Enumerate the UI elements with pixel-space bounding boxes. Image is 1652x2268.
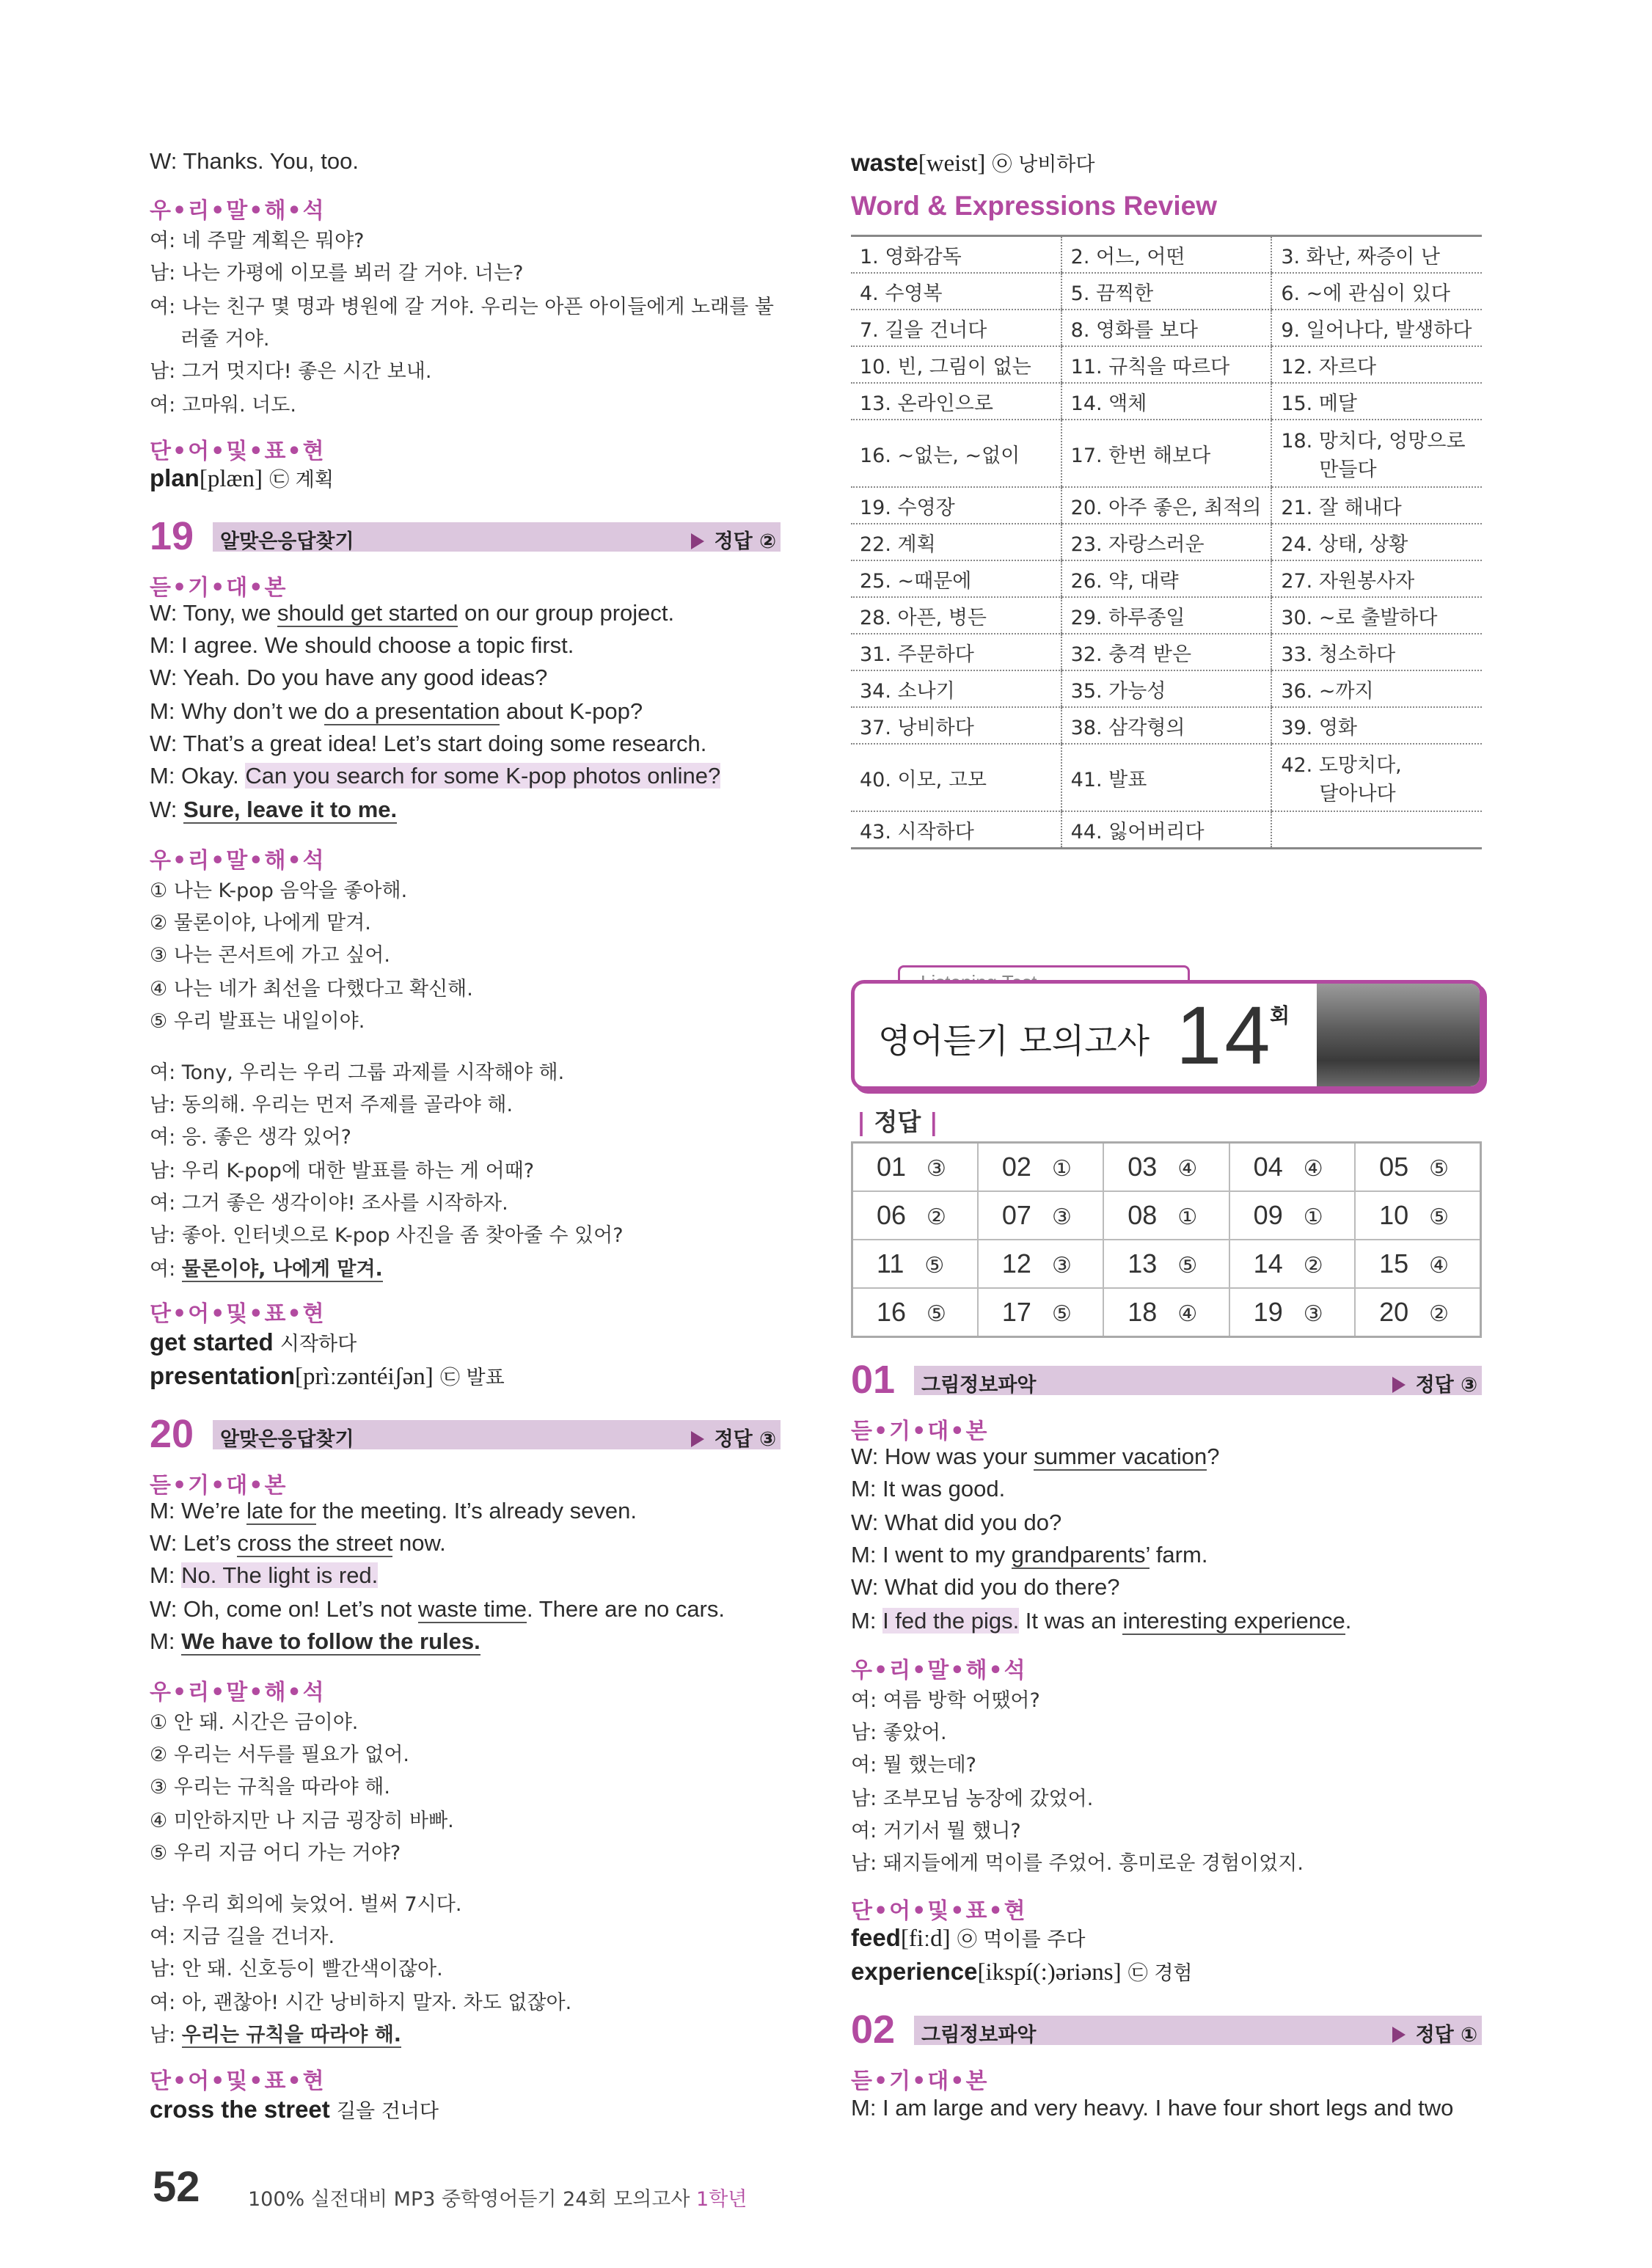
answer-key-table: [851, 1141, 1482, 1338]
table-cell: 43. 시작하다: [851, 811, 1061, 849]
question-type: 알맞은응답찾기: [220, 530, 354, 553]
play-triangle-icon: [691, 533, 704, 549]
table-cell: 30. ~로 출발하다: [1271, 597, 1482, 634]
play-triangle-icon: [691, 1431, 704, 1447]
dialogue-line: M: I fed the pigs. It was an interesting experience.: [851, 1608, 1352, 1634]
table-cell: 22. 계획: [851, 524, 1061, 560]
translation-line: 여: 여름 방학 어땠어?: [851, 1689, 1040, 1712]
table-cell: 14. 액체: [1061, 383, 1272, 420]
translation-line: 남: 우리 회의에 늦었어. 벌써 7시다.: [150, 1893, 462, 1916]
table-cell: 6. ~에 관심이 있다: [1271, 273, 1482, 310]
dialogue-line: W: How was your summer vacation?: [851, 1444, 1220, 1469]
vocab-word: plan: [150, 464, 200, 491]
translation-line: 여: 그거 좋은 생각이야! 조사를 시작하자.: [150, 1192, 508, 1215]
dialogue-line: W: Thanks. You, too.: [150, 148, 359, 174]
table-cell: 4. 수영복: [851, 273, 1061, 310]
question-number: 19: [150, 514, 194, 558]
vocab-entry: [851, 1957, 1192, 1986]
dialogue-line: W: Sure, leave it to me.: [150, 797, 398, 822]
question-01-header: [851, 1358, 1482, 1402]
translation-line: 여: 아, 괜찮아! 시간 낭비하지 말자. 차도 없잖아.: [150, 1991, 572, 2014]
table-cell: 17. 한번 해보다: [1061, 420, 1272, 487]
table-cell: 32. 충격 받은: [1061, 634, 1272, 670]
table-cell: 38. 삼각형의: [1061, 707, 1272, 744]
question-type: 알맞은응답찾기: [220, 1428, 354, 1451]
vocab-meaning: ㉢ 계획: [269, 469, 334, 491]
question-number: 02: [851, 2008, 896, 2052]
table-row: [851, 524, 1482, 560]
table-cell: 21. 잘 해내다: [1271, 487, 1482, 524]
option-line: ② 우리는 서두를 필요가 없어.: [150, 1744, 410, 1766]
dialogue-line: W: What did you do there?: [851, 1574, 1120, 1600]
translation-line: 남: 돼지들에게 먹이를 주었어. 흥미로운 경험이었지.: [851, 1852, 1304, 1875]
answer-cell: 03 ④: [1103, 1143, 1229, 1192]
table-cell: 1. 영화감독: [851, 236, 1061, 274]
translation-line: 여: 지금 길을 건너자.: [150, 1925, 335, 1948]
translation-line: 여: 나는 친구 몇 명과 병원에 갈 거야. 우리는 아픈 아이들에게 노래를 불: [150, 296, 774, 318]
table-row: [851, 310, 1482, 346]
translation-line: 남: 좋았어.: [851, 1722, 947, 1744]
vocab-meaning: ㉢ 경험: [1127, 1962, 1193, 1985]
question-number: 20: [150, 1412, 194, 1456]
play-triangle-icon: [1392, 2027, 1406, 2043]
dialogue-line: M: I agree. We should choose a topic first.: [150, 632, 574, 658]
table-cell: 39. 영화: [1271, 707, 1482, 744]
option-line: ③ 나는 콘서트에 가고 싶어.: [150, 944, 390, 967]
section-heading-vocab: 단•어•및•표•현: [150, 1301, 326, 1327]
option-line: ⑤ 우리 지금 어디 가는 거야?: [150, 1842, 401, 1865]
vocab-word: cross the street: [150, 2096, 330, 2123]
answer-cell: 02 ①: [978, 1143, 1103, 1192]
translation-line: 여: 물론이야, 나에게 맡겨.: [150, 1258, 383, 1281]
table-cell: 29. 하루종일: [1061, 597, 1272, 634]
vocab-meaning: ㉧ 낭비하다: [992, 153, 1095, 176]
dialogue-line: M: I am large and very heavy. I have four short legs and two: [851, 2095, 1454, 2121]
translation-line: 남: 동의해. 우리는 먼저 주제를 골라야 해.: [150, 1094, 513, 1116]
answer-cell: 19 ③: [1229, 1288, 1355, 1337]
vocab-meaning: 길을 건너다: [336, 2100, 439, 2123]
question-20-header: [150, 1412, 781, 1456]
vocab-word: feed: [851, 1924, 901, 1951]
dialogue-line: M: It was good.: [851, 1476, 1006, 1501]
table-cell: 23. 자랑스러운: [1061, 524, 1272, 560]
table-cell: 18. 망치다, 엉망으로 만들다: [1271, 420, 1482, 487]
section-heading-script: 듣•기•대•본: [150, 575, 288, 601]
answer-cell: 09 ①: [1229, 1191, 1355, 1240]
option-line: ① 나는 K-pop 음악을 좋아해.: [150, 879, 408, 902]
test-number-suffix: 회: [1270, 1003, 1290, 1028]
dialogue-line: W: Tony, we should get started on our group project.: [150, 600, 675, 626]
translation-line: 남: 우리 K-pop에 대한 발표를 하는 게 어때?: [150, 1160, 535, 1182]
dialogue-line: W: That’s a great idea! Let’s start doing some research.: [150, 731, 707, 756]
answer-cell: 06 ②: [852, 1191, 978, 1240]
answer-cell: 12 ③: [978, 1240, 1103, 1288]
dialogue-line: W: Yeah. Do you have any good ideas?: [150, 665, 548, 690]
option-line: ⑤ 우리 발표는 내일이야.: [150, 1010, 365, 1033]
section-heading-script: 듣•기•대•본: [851, 2068, 989, 2094]
table-row: [851, 744, 1482, 811]
vocab-entry: [150, 1328, 357, 1356]
table-row: [851, 236, 1482, 274]
vocab-meaning: ㉢ 발표: [439, 1367, 505, 1389]
vocab-meaning: 시작하다: [279, 1333, 357, 1356]
vocab-meaning: ㉧ 먹이를 주다: [957, 1928, 1086, 1951]
table-cell: 25. ~때문에: [851, 560, 1061, 597]
table-cell: 33. 청소하다: [1271, 634, 1482, 670]
test-title: 영어듣기 모의고사: [878, 1021, 1150, 1061]
city-street-photo: [1317, 984, 1480, 1086]
vocab-pronunciation: [ikspí(:)əriəns]: [977, 1959, 1122, 1986]
answer-label: 정답 ①: [1392, 2019, 1477, 2047]
table-row: [852, 1143, 1481, 1192]
table-cell: [1271, 811, 1482, 849]
table-cell: 37. 낭비하다: [851, 707, 1061, 744]
answer-cell: 14 ②: [1229, 1240, 1355, 1288]
vocab-entry: [150, 1361, 505, 1391]
option-line: ① 안 돼. 시간은 금이야.: [150, 1711, 359, 1734]
table-cell: 41. 발표: [1061, 744, 1272, 811]
section-heading-script: 듣•기•대•본: [150, 1473, 288, 1499]
test-number: 14: [1176, 989, 1273, 1081]
vocab-word: get started: [150, 1328, 274, 1356]
dialogue-line: W: Let’s cross the street now.: [150, 1530, 446, 1556]
table-row: [851, 487, 1482, 524]
table-cell: 2. 어느, 어떤: [1061, 236, 1272, 274]
table-cell: 19. 수영장: [851, 487, 1061, 524]
table-cell: 26. 약, 대략: [1061, 560, 1272, 597]
option-line: ④ 나는 네가 최선을 다했다고 확신해.: [150, 978, 473, 1001]
table-cell: 35. 가능성: [1061, 670, 1272, 707]
answer-cell: 05 ⑤: [1355, 1143, 1480, 1192]
translation-line: 남: 좋아. 인터넷으로 K-pop 사진을 좀 찾아줄 수 있어?: [150, 1224, 624, 1247]
table-cell: 3. 화난, 짜증이 난: [1271, 236, 1482, 274]
translation-line: 여: Tony, 우리는 우리 그룹 과제를 시작해야 해.: [150, 1061, 565, 1084]
play-triangle-icon: [1392, 1377, 1406, 1393]
section-heading-vocab: 단•어•및•표•현: [150, 2068, 326, 2094]
table-row: [851, 420, 1482, 487]
question-number: 01: [851, 1358, 896, 1402]
section-heading-script: 듣•기•대•본: [851, 1419, 989, 1444]
dialogue-line: M: Okay. Can you search for some K-pop photos online?: [150, 763, 721, 789]
table-row: [851, 560, 1482, 597]
vocab-word: experience: [851, 1958, 978, 1985]
question-type: 그림정보파악: [921, 1374, 1037, 1397]
option-line: ③ 우리는 규칙을 따라야 해.: [150, 1776, 390, 1799]
table-cell: 15. 메달: [1271, 383, 1482, 420]
answer-key-label: | 정답 |: [857, 1108, 938, 1136]
answer-cell: 10 ⑤: [1355, 1191, 1480, 1240]
translation-line: 남: 우리는 규칙을 따라야 해.: [150, 2024, 402, 2046]
table-row: [852, 1240, 1481, 1288]
review-title: Word & Expressions Review: [851, 191, 1217, 221]
table-row: [851, 383, 1482, 420]
answer-cell: 18 ④: [1103, 1288, 1229, 1337]
answer-cell: 20 ②: [1355, 1288, 1480, 1337]
table-cell: 42. 도망치다, 달아나다: [1271, 744, 1482, 811]
translation-line: 여: 뭘 했는데?: [851, 1754, 977, 1777]
page-number: 52: [153, 2163, 200, 2211]
table-row: [851, 670, 1482, 707]
vocab-pronunciation: [plæn]: [199, 466, 263, 492]
vocab-entry: [150, 464, 334, 493]
option-line: ④ 미안하지만 나 지금 굉장히 바빠.: [150, 1810, 454, 1832]
vocab-entry: [150, 2095, 439, 2123]
answer-cell: 08 ①: [1103, 1191, 1229, 1240]
dialogue-line: W: What did you do?: [851, 1510, 1062, 1535]
section-heading-vocab: 단•어•및•표•현: [851, 1898, 1027, 1924]
question-type: 그림정보파악: [921, 2024, 1037, 2046]
vocab-word: waste: [851, 149, 918, 176]
answer-cell: 17 ⑤: [978, 1288, 1103, 1337]
section-heading-translation: 우•리•말•해•석: [851, 1658, 1027, 1683]
vocab-pronunciation: [fiːd]: [900, 1925, 951, 1952]
translation-line: 여: 네 주말 계획은 뭐야?: [150, 230, 365, 252]
section-heading-translation: 우•리•말•해•석: [150, 1680, 326, 1705]
table-row: [852, 1288, 1481, 1337]
translation-line: 러줄 거야.: [180, 328, 270, 351]
answer-label: 정답 ③: [1392, 1369, 1477, 1397]
answer-cell: 07 ③: [978, 1191, 1103, 1240]
table-cell: 40. 이모, 고모: [851, 744, 1061, 811]
table-cell: 13. 온라인으로: [851, 383, 1061, 420]
dialogue-line: M: No. The light is red.: [150, 1562, 379, 1588]
table-cell: 8. 영화를 보다: [1061, 310, 1272, 346]
table-row: [851, 634, 1482, 670]
table-cell: 20. 아주 좋은, 최적의: [1061, 487, 1272, 524]
table-cell: 16. ~없는, ~없이: [851, 420, 1061, 487]
listening-test-banner: [851, 980, 1483, 1090]
section-heading-translation: 우•리•말•해•석: [150, 848, 326, 874]
answer-cell: 01 ③: [852, 1143, 978, 1192]
translation-line: 남: 나는 가평에 이모를 뵈러 갈 거야. 너는?: [150, 262, 524, 285]
review-table: [851, 235, 1482, 849]
table-cell: 11. 규칙을 따르다: [1061, 346, 1272, 383]
table-cell: 27. 자원봉사자: [1271, 560, 1482, 597]
vocab-pronunciation: [weist]: [918, 150, 986, 177]
section-heading-translation: 우•리•말•해•석: [150, 198, 326, 224]
answer-label: 정답 ②: [691, 525, 776, 554]
vocab-pronunciation: [prìːzəntéiʃən]: [295, 1364, 434, 1390]
vocab-entry: [851, 1923, 1085, 1953]
table-cell: 24. 상태, 상황: [1271, 524, 1482, 560]
translation-line: 남: 안 돼. 신호등이 빨간색이잖아.: [150, 1958, 443, 1980]
vocab-word: presentation: [150, 1362, 296, 1389]
table-row: [851, 597, 1482, 634]
table-row: [851, 707, 1482, 744]
dialogue-line: M: We’re late for the meeting. It’s already seven.: [150, 1498, 637, 1523]
answer-cell: 04 ④: [1229, 1143, 1355, 1192]
footer-title: 100% 실전대비 MP3 중학영어듣기 24회 모의고사 1학년: [248, 2188, 748, 2211]
table-row: [851, 346, 1482, 383]
table-cell: 12. 자르다: [1271, 346, 1482, 383]
table-row: [851, 273, 1482, 310]
table-cell: 36. ~까지: [1271, 670, 1482, 707]
translation-line: 여: 응. 좋은 생각 있어?: [150, 1126, 351, 1149]
answer-label: 정답 ③: [691, 1423, 776, 1452]
table-cell: 34. 소나기: [851, 670, 1061, 707]
answer-cell: 15 ④: [1355, 1240, 1480, 1288]
table-row: [852, 1191, 1481, 1240]
vocab-entry: [851, 148, 1094, 178]
table-cell: 5. 끔찍한: [1061, 273, 1272, 310]
translation-line: 여: 고마워. 너도.: [150, 394, 296, 417]
dialogue-line: M: We have to follow the rules.: [150, 1628, 480, 1654]
translation-line: 여: 거기서 뭘 했니?: [851, 1820, 1021, 1843]
translation-line: 남: 조부모님 농장에 갔었어.: [851, 1788, 1094, 1810]
table-cell: 44. 잃어버리다: [1061, 811, 1272, 849]
table-cell: 10. 빈, 그림이 없는: [851, 346, 1061, 383]
answer-cell: 13 ⑤: [1103, 1240, 1229, 1288]
table-row: [851, 811, 1482, 849]
table-cell: 31. 주문하다: [851, 634, 1061, 670]
table-cell: 9. 일어나다, 발생하다: [1271, 310, 1482, 346]
answer-cell: 11 ⑤: [852, 1240, 978, 1288]
table-cell: 28. 아픈, 병든: [851, 597, 1061, 634]
dialogue-line: M: Why don’t we do a presentation about K-pop?: [150, 698, 643, 724]
question-19-header: [150, 514, 781, 558]
section-heading-vocab: 단•어•및•표•현: [150, 439, 326, 464]
translation-line: 남: 그거 멋지다! 좋은 시간 보내.: [150, 360, 432, 383]
answer-cell: 16 ⑤: [852, 1288, 978, 1337]
dialogue-line: M: I went to my grandparents’ farm.: [851, 1542, 1208, 1568]
question-02-header: [851, 2008, 1482, 2052]
table-cell: 7. 길을 건너다: [851, 310, 1061, 346]
dialogue-line: W: Oh, come on! Let’s not waste time. There are no cars.: [150, 1596, 725, 1622]
option-line: ② 물론이야, 나에게 맡겨.: [150, 912, 371, 934]
